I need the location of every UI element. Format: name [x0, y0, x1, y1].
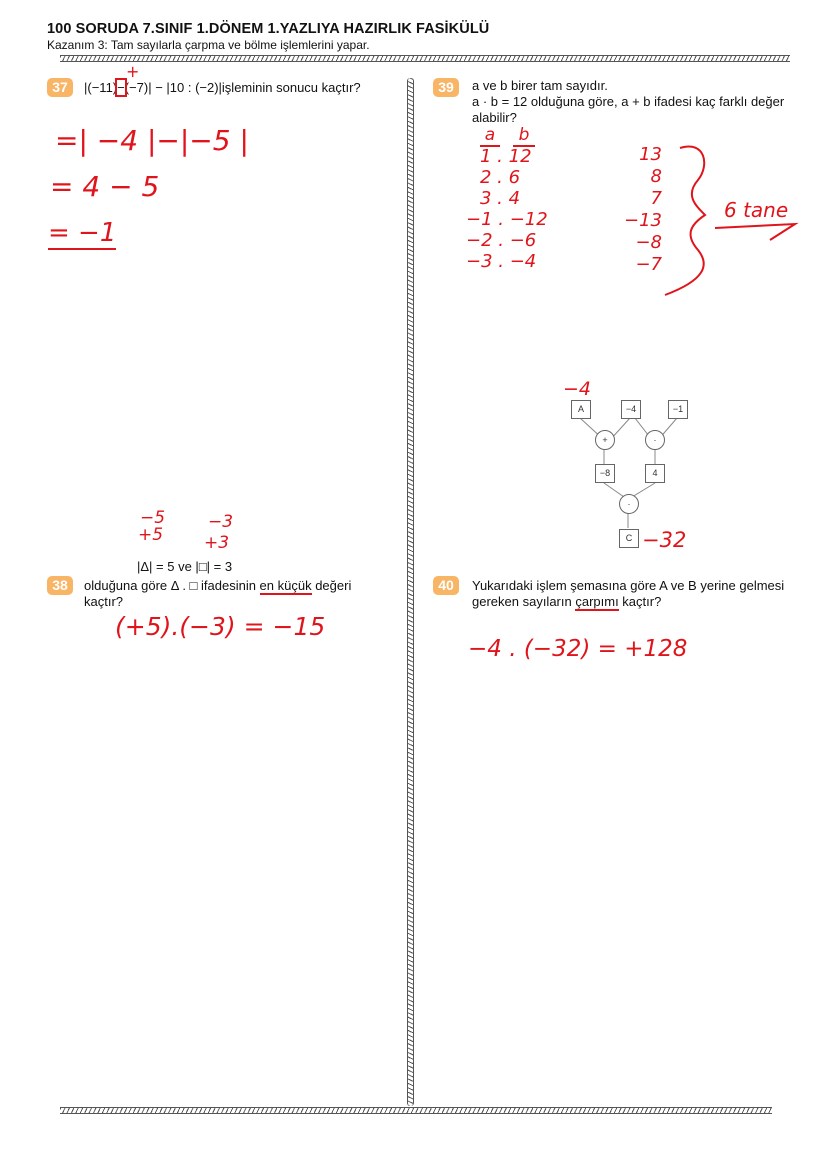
q39-hw-sum: 13	[639, 144, 662, 165]
bottom-divider	[60, 1107, 772, 1114]
q40-line-2b: kaçtır?	[618, 594, 662, 609]
q38-text-3: kaçtır?	[84, 594, 124, 609]
page-title: 100 SORUDA 7.SINIF 1.DÖNEM 1.YAZLIYA HAZIRLIK FASİKÜLÜ	[47, 21, 490, 37]
diagram-hw-c: −32	[642, 528, 687, 552]
diagram-box-minus8: −8	[595, 464, 615, 483]
column-divider	[407, 78, 414, 1106]
q40-line-2a: gereken sayıların	[472, 594, 576, 609]
q39-line-2: a · b = 12 olduğuna göre, a + b ifadesi kaç farklı değer	[472, 94, 785, 109]
q37-hw-line-2: = 4 − 5	[50, 170, 160, 203]
q38-condition: |Δ| = 5 ve |□| = 3	[137, 559, 233, 574]
question-number-40: 40	[433, 576, 459, 595]
diagram-box-a: A	[571, 400, 591, 419]
q39-hw-header-b: b	[513, 125, 535, 147]
q38-hw-square-1: −3	[208, 512, 234, 532]
question-number-39: 39	[433, 78, 459, 97]
diagram-box-c: C	[619, 529, 639, 548]
q39-hw-pairs	[466, 146, 548, 272]
q39-hw-pair: −3 . −4	[466, 251, 537, 272]
diagram-box-minus1: −1	[668, 400, 688, 419]
q39-hw-answer: 6 tane	[724, 198, 789, 222]
q38-hw-answer: (+5).(−3) = −15	[115, 612, 326, 641]
q39-hw-sum: −7	[635, 254, 662, 275]
q39-hw-sums	[620, 144, 662, 276]
q40-hw-answer: −4 . (−32) = +128	[468, 636, 688, 662]
q39-hw-pair: 1 . 12	[480, 146, 532, 167]
q39-hw-pair: −2 . −6	[466, 230, 537, 251]
q39-hw-pair: −1 . −12	[466, 209, 548, 230]
diagram-box-minus4: −4	[621, 400, 641, 419]
q39-hw-pair: 2 . 6	[480, 167, 521, 188]
question-number-37: 37	[47, 78, 73, 97]
q39-hw-sum: −8	[635, 232, 662, 253]
question-number-38: 38	[47, 576, 73, 595]
top-divider	[60, 55, 790, 62]
q39-hw-sum: 7	[650, 188, 662, 209]
q37-hw-plus: +	[126, 62, 140, 81]
q37-hw-line-3: = −1	[48, 218, 117, 248]
diagram-hw-a: −4	[563, 378, 592, 400]
q37-operator: −	[117, 80, 125, 95]
q38-hw-square-2: +3	[204, 533, 230, 553]
q37-hw-line-1: =| −4 |−|−5 |	[55, 124, 249, 157]
q38-hw-delta-2: +5	[138, 525, 164, 545]
page-subtitle: Kazanım 3: Tam sayılarla çarpma ve bölme işlemlerini yapar.	[47, 38, 370, 52]
diagram-op-times-1: ·	[645, 430, 665, 450]
q39-line-3: alabilir?	[472, 110, 517, 125]
q38-hw-delta-1: −5	[140, 508, 166, 528]
q37-text-b: (−7)| − |10 : (−2)|işleminin sonucu kaçtır?	[124, 80, 361, 95]
question-37-text	[84, 80, 361, 96]
diagram-box-4: 4	[645, 464, 665, 483]
question-40-text	[472, 578, 784, 610]
q39-hw-header-a: a	[480, 125, 500, 147]
diagram-op-plus: +	[595, 430, 615, 450]
diagram-op-times-2: ·	[619, 494, 639, 514]
q40-line-1: Yukarıdaki işlem şemasına göre A ve B yerine gelmesi	[472, 578, 785, 593]
q39-line-1: a ve b birer tam sayıdır.	[472, 78, 608, 93]
q37-text-a: |(−11)	[84, 80, 118, 95]
q38-text-1: olduğuna göre Δ . □ ifadesinin	[84, 578, 260, 593]
q39-hw-pair: 3 . 4	[480, 188, 521, 209]
question-39-text	[472, 78, 784, 126]
q39-hw-sum: 8	[650, 166, 662, 187]
q39-hw-sum: −13	[624, 210, 662, 231]
q40-emphasis: çarpımı	[575, 594, 619, 609]
q38-emphasis: en küçük	[259, 578, 312, 593]
question-38-text	[84, 578, 351, 610]
q38-text-2: değeri	[311, 578, 352, 593]
